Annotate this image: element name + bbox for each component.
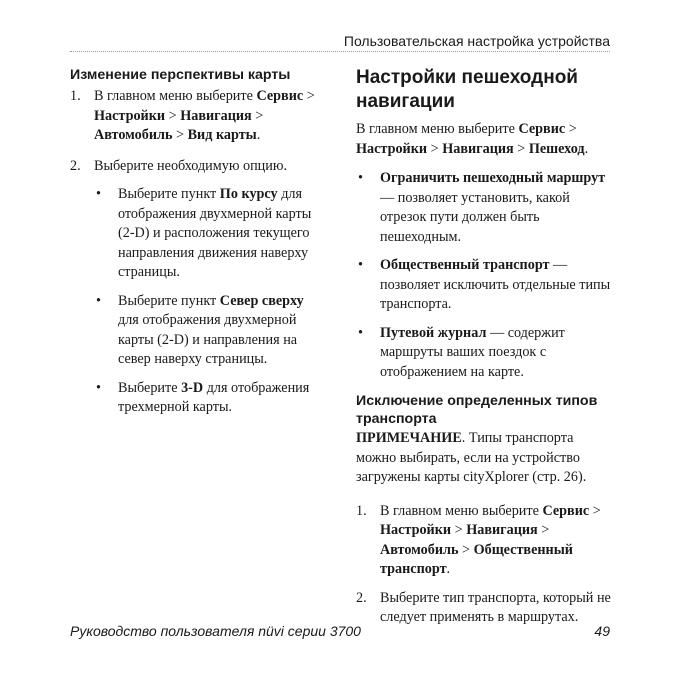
step-1 bbox=[70, 87, 318, 146]
running-header: Пользовательская настройка устройства bbox=[343, 33, 610, 49]
footer-manual-title: Руководство пользователя nüvi серии 3700 bbox=[70, 623, 361, 639]
bold-text: Сервис bbox=[256, 88, 304, 104]
bold-text: Вид карты bbox=[187, 127, 257, 143]
bullet-north-up bbox=[94, 292, 318, 370]
bullet-heading-up bbox=[94, 185, 318, 283]
step-2 bbox=[70, 157, 318, 177]
note-label: ПРИМЕЧАНИЕ bbox=[356, 430, 462, 446]
text: > bbox=[513, 140, 529, 157]
text: > bbox=[165, 107, 181, 124]
left-column bbox=[70, 66, 318, 418]
text: Выберите пункт bbox=[118, 186, 220, 202]
bold-text: Путевой журнал bbox=[380, 324, 487, 341]
text: Выберите тип транспорта, который не следует применять в маршрутах. bbox=[380, 589, 611, 625]
text: > bbox=[427, 140, 443, 157]
text: > bbox=[589, 502, 601, 519]
text: В главном меню выберите bbox=[380, 502, 543, 519]
bold-text: Сервис bbox=[542, 502, 590, 519]
page-number: 49 bbox=[594, 623, 610, 639]
bold-text: Сервис bbox=[518, 121, 566, 137]
text: — позволяет установить, какой отрезок пути должен быть пешеходным. bbox=[380, 189, 570, 245]
subheading-exclude-transport: Исключение определенных типов транспорта bbox=[356, 393, 598, 427]
bold-text: Навигация bbox=[466, 522, 538, 538]
section-heading-pedestrian: Настройки пешеходной навигации bbox=[356, 67, 578, 112]
bullet-public-transit bbox=[356, 256, 616, 315]
bold-text: Настройки bbox=[380, 522, 452, 538]
note-paragraph bbox=[356, 429, 616, 488]
step-1 bbox=[356, 502, 616, 580]
text: для отображения двухмерной карты (2-D) и направления на север наверху страницы. bbox=[118, 312, 298, 367]
text: В главном меню выберите bbox=[94, 88, 257, 104]
bold-text: По курсу bbox=[219, 186, 278, 202]
bold-text: Север сверху bbox=[219, 292, 304, 309]
text: . Типы транспорта можно выбирать, если на устройство загружены карты cityXplorer (стр. 26). bbox=[356, 430, 587, 485]
text: > bbox=[565, 121, 577, 137]
bold-text: Навигация bbox=[442, 140, 514, 157]
text: Выберите пункт bbox=[118, 292, 220, 309]
bold-text: 3-D bbox=[181, 379, 204, 396]
bullet-icon: • bbox=[358, 170, 363, 186]
bullet-trip-log bbox=[356, 324, 616, 383]
text: > bbox=[537, 522, 550, 538]
step-number: 1. bbox=[70, 88, 81, 104]
bold-text: Ограничить пешеходный маршрут bbox=[380, 170, 606, 186]
text: . bbox=[584, 140, 589, 157]
bold-text: Автомобиль bbox=[94, 127, 173, 143]
text: Выберите bbox=[118, 379, 182, 396]
bold-text: Настройки bbox=[356, 140, 428, 157]
section-heading-map-perspective: Изменение перспективы карты bbox=[70, 67, 291, 83]
step-2 bbox=[356, 589, 616, 628]
text: для отображения трехмерной карты. bbox=[118, 379, 310, 415]
text: для отображения двухмерной карты (2-D) и расположения текущего направления движения наверху страницы. bbox=[118, 186, 312, 280]
bullet-icon: • bbox=[96, 292, 101, 309]
text: > bbox=[172, 127, 188, 143]
right-column bbox=[356, 66, 616, 628]
header-divider bbox=[70, 51, 610, 52]
bullet-3d bbox=[94, 379, 318, 418]
bold-text: Настройки bbox=[94, 107, 166, 124]
text: > bbox=[251, 107, 264, 124]
bullet-icon: • bbox=[358, 324, 363, 341]
bold-text: Автомобиль bbox=[380, 541, 459, 558]
step-number: 1. bbox=[356, 502, 367, 519]
text: В главном меню выберите bbox=[356, 121, 519, 137]
bullet-limit-walking bbox=[356, 169, 616, 247]
bullet-icon: • bbox=[96, 379, 101, 396]
bullet-icon: • bbox=[358, 257, 363, 273]
step-number: 2. bbox=[356, 589, 367, 606]
bold-text: Пешеход bbox=[528, 140, 585, 157]
bold-text: Общественный транспорт bbox=[380, 541, 573, 577]
text: — содержит маршруты ваших поездок с отображением на карте. bbox=[380, 324, 565, 380]
text: Выберите необходимую опцию. bbox=[94, 157, 287, 174]
text: > bbox=[451, 522, 467, 538]
intro-paragraph bbox=[356, 120, 616, 159]
text: — позволяет исключить отдельные типы транспорта. bbox=[380, 257, 611, 312]
step-number: 2. bbox=[70, 157, 81, 174]
text: > bbox=[458, 541, 474, 558]
bold-text: Навигация bbox=[180, 107, 252, 124]
text: . bbox=[446, 561, 451, 577]
text: > bbox=[303, 88, 315, 104]
bold-text: Общественный транспорт bbox=[380, 257, 550, 273]
bullet-icon: • bbox=[96, 186, 101, 202]
text: . bbox=[256, 127, 261, 143]
